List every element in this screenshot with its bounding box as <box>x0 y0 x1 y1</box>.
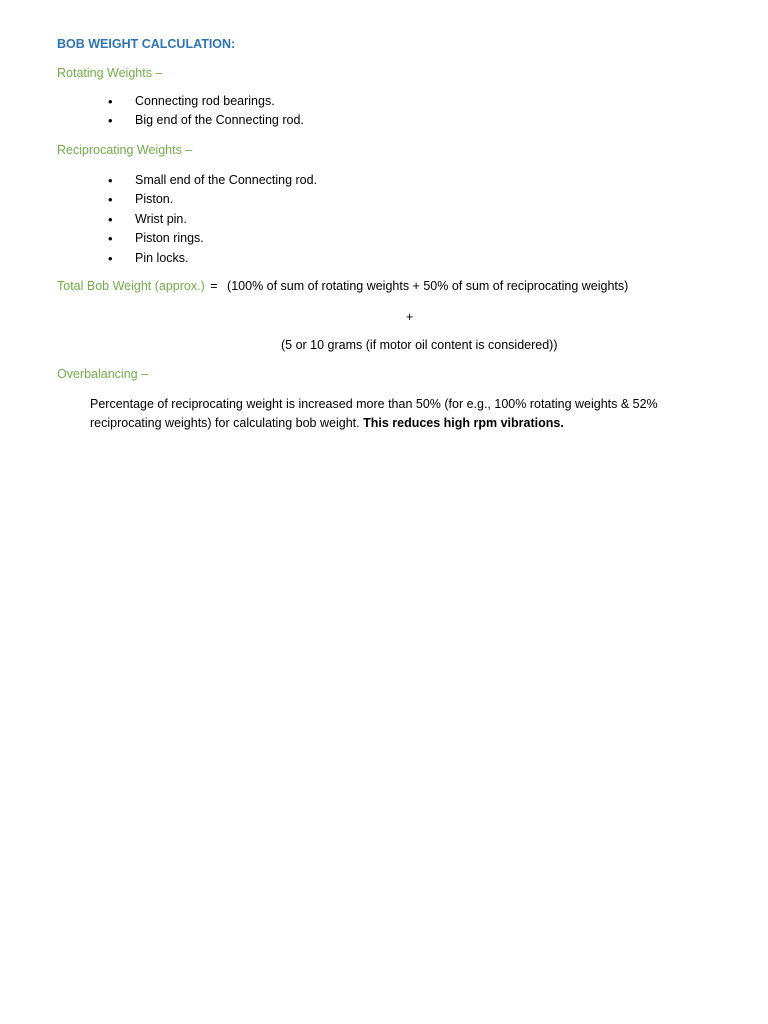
list-item <box>108 171 317 190</box>
list-item <box>108 111 304 130</box>
equals-sign: = <box>210 279 218 293</box>
overbalancing-paragraph <box>90 395 690 432</box>
oil-content-addition: (5 or 10 grams (if motor oil content is considered)) <box>281 338 558 352</box>
bullet-icon: • <box>108 113 113 129</box>
rotating-weights-list <box>108 92 304 131</box>
overbalancing-emphasis: This reduces high rpm vibrations. <box>363 415 564 430</box>
reciprocating-weights-list <box>108 171 317 268</box>
bullet-icon: • <box>108 192 113 208</box>
list-item-text: Wrist pin. <box>135 211 187 226</box>
total-bob-weight-label: Total Bob Weight (approx.) <box>57 279 205 293</box>
document-title: BOB WEIGHT CALCULATION: <box>57 37 236 51</box>
list-item <box>108 229 317 248</box>
list-item <box>108 210 317 229</box>
overbalancing-text: Percentage of reciprocating weight is increased more than 50% (for e.g., 100% rotating weights & 52% reciprocating weights) for calculating bob weight. <box>90 397 658 430</box>
list-item <box>108 249 317 268</box>
plus-sign: + <box>406 310 414 324</box>
bullet-icon: • <box>108 173 113 188</box>
list-item-text: Big end of the Connecting rod. <box>135 113 304 128</box>
reciprocating-weights-heading: Reciprocating Weights – <box>57 143 193 157</box>
list-item-text: Small end of the Connecting rod. <box>135 173 318 187</box>
list-item <box>108 190 317 209</box>
bullet-icon: • <box>108 94 113 109</box>
total-bob-weight-line <box>57 279 628 293</box>
bullet-icon: • <box>108 211 113 227</box>
list-item-text: Pin locks. <box>135 250 189 265</box>
list-item <box>108 92 304 111</box>
list-item-text: Connecting rod bearings. <box>135 94 275 108</box>
bullet-icon: • <box>108 250 113 266</box>
rotating-weights-heading: Rotating Weights – <box>57 66 163 80</box>
total-bob-weight-formula: (100% of sum of rotating weights + 50% of sum of reciprocating weights) <box>227 279 629 293</box>
overbalancing-heading: Overbalancing – <box>57 367 149 381</box>
list-item-text: Piston rings. <box>135 231 204 246</box>
list-item-text: Piston. <box>135 192 174 207</box>
bullet-icon: • <box>108 231 113 247</box>
